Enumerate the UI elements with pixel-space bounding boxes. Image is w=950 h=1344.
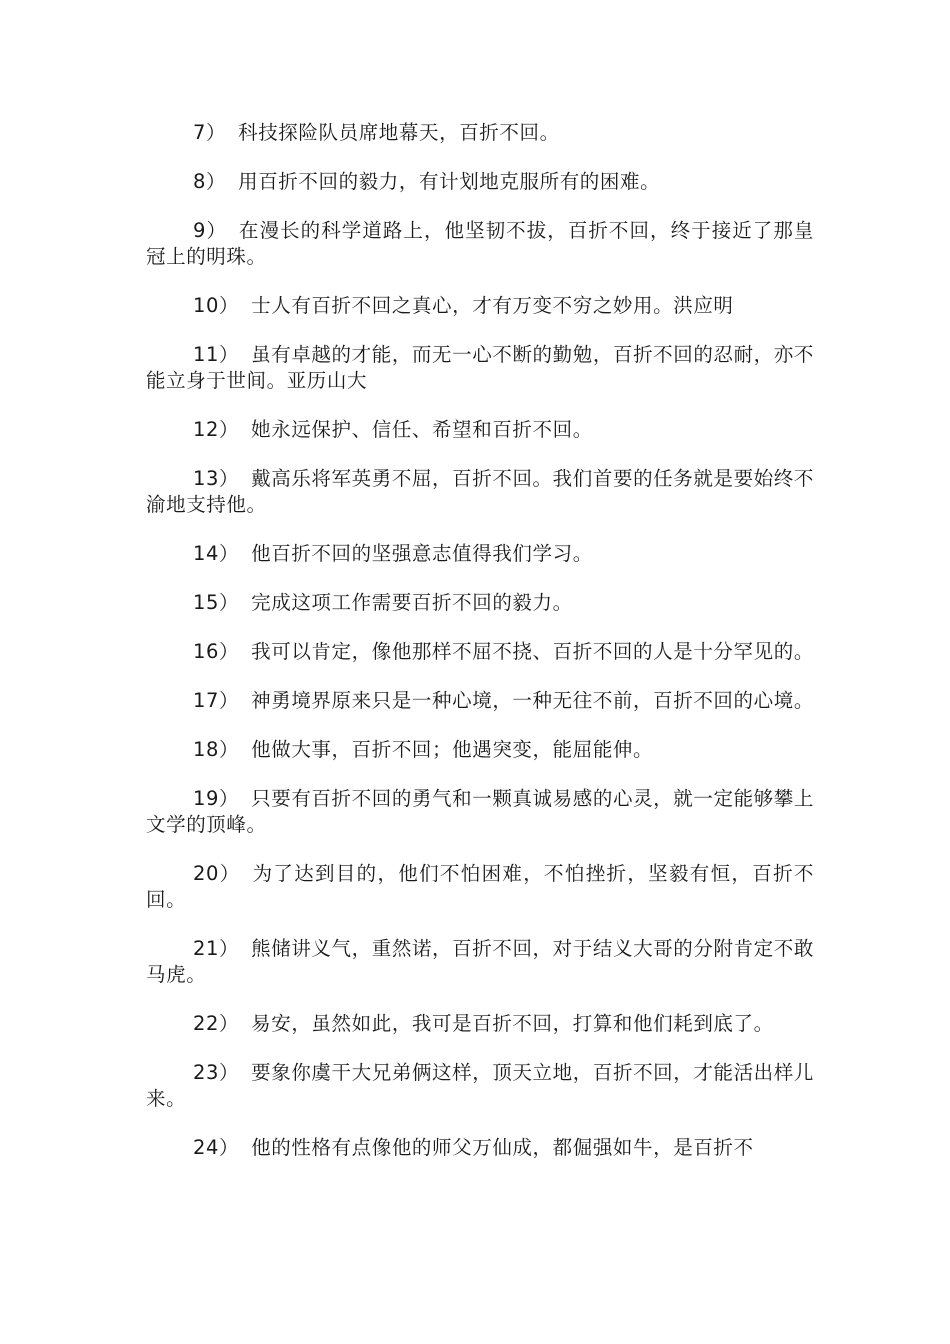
item-text: 他的性格有点像他的师父万仙成，都倔强如牛，是百折不 <box>251 1136 754 1159</box>
item-number: 21） <box>193 937 240 960</box>
item-number: 7） <box>193 121 227 144</box>
list-item <box>146 120 814 146</box>
list-item <box>146 861 814 913</box>
list-item <box>146 169 814 195</box>
item-number: 15） <box>193 591 240 614</box>
item-text: 要象你虞干大兄弟俩这样，顶天立地，百折不回，才能活出样儿来。 <box>146 1061 814 1110</box>
item-number: 10） <box>193 294 240 317</box>
item-text: 在漫长的科学道路上，他坚韧不拔，百折不回，终于接近了那皇冠上的明珠。 <box>146 219 814 268</box>
item-number: 11） <box>193 343 240 366</box>
list-item <box>146 737 814 763</box>
item-text: 戴高乐将军英勇不屈，百折不回。我们首要的任务就是要始终不渝地支持他。 <box>146 467 814 516</box>
list-item <box>146 1135 814 1161</box>
item-number: 8） <box>193 170 227 193</box>
list-item <box>146 293 814 319</box>
item-number: 14） <box>193 542 240 565</box>
item-number: 20） <box>193 862 241 885</box>
item-number: 12） <box>193 418 240 441</box>
item-number: 23） <box>193 1061 240 1084</box>
item-number: 22） <box>193 1012 240 1035</box>
list-item <box>146 1060 814 1112</box>
list-item <box>146 639 814 665</box>
item-number: 24） <box>193 1136 240 1159</box>
item-number: 19） <box>193 787 240 810</box>
list-item <box>146 786 814 838</box>
item-text: 他百折不回的坚强意志值得我们学习。 <box>251 542 593 565</box>
item-text: 虽有卓越的才能，而无一心不断的勤勉，百折不回的忍耐，亦不能立身于世间。亚历山大 <box>146 343 814 392</box>
list-item <box>146 1011 814 1037</box>
item-text: 易安，虽然如此，我可是百折不回，打算和他们耗到底了。 <box>251 1012 774 1035</box>
document-body <box>146 120 814 1184</box>
list-item <box>146 541 814 567</box>
item-text: 科技探险队员席地幕天，百折不回。 <box>238 121 560 144</box>
list-item <box>146 466 814 518</box>
item-text: 熊储讲义气，重然诺，百折不回，对于结义大哥的分附肯定不敢马虎。 <box>146 937 814 986</box>
list-item <box>146 688 814 714</box>
item-text: 用百折不回的毅力，有计划地克服所有的困难。 <box>238 170 661 193</box>
item-text: 士人有百折不回之真心，才有万变不穷之妙用。洪应明 <box>251 294 734 317</box>
item-number: 9） <box>193 219 228 242</box>
item-text: 她永远保护、信任、希望和百折不回。 <box>251 418 593 441</box>
item-number: 17） <box>193 689 240 712</box>
item-text: 我可以肯定，像他那样不屈不挠、百折不回的人是十分罕见的。 <box>251 640 814 663</box>
item-text: 完成这项工作需要百折不回的毅力。 <box>251 591 573 614</box>
list-item <box>146 936 814 988</box>
item-text: 他做大事，百折不回；他遇突变，能屈能伸。 <box>251 738 654 761</box>
list-item <box>146 417 814 443</box>
list-item <box>146 342 814 394</box>
item-text: 只要有百折不回的勇气和一颗真诚易感的心灵，就一定能够攀上文学的顶峰。 <box>146 787 814 836</box>
item-text: 为了达到目的，他们不怕困难，不怕挫折，坚毅有恒，百折不回。 <box>146 862 814 911</box>
item-number: 18） <box>193 738 240 761</box>
item-number: 13） <box>193 467 240 490</box>
item-text: 神勇境界原来只是一种心境，一种无往不前，百折不回的心境。 <box>251 689 814 712</box>
item-number: 16） <box>193 640 240 663</box>
list-item <box>146 590 814 616</box>
list-item <box>146 218 814 270</box>
